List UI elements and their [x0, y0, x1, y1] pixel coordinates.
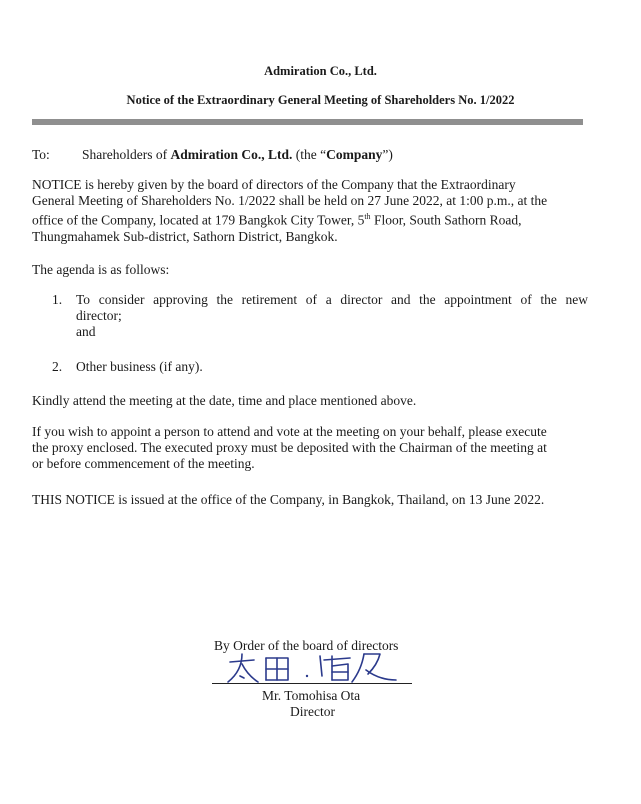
notice-line-2: General Meeting of Shareholders No. 1/2022 shall be held on 27 June 2022, at 1:00 p.m., at the	[32, 193, 548, 208]
notice-paragraph	[32, 177, 592, 245]
agenda-intro: The agenda is as follows:	[32, 262, 170, 277]
agenda-item-2: Other business (if any).	[76, 359, 203, 374]
agenda-item-2-number: 2.	[52, 359, 63, 374]
handwritten-signature	[224, 650, 424, 686]
proxy-paragraph	[32, 424, 592, 472]
proxy-line-2: the proxy enclosed. The executed proxy must be deposited with the Chairman of the meeting at	[32, 440, 547, 455]
issued-paragraph: THIS NOTICE is issued at the office of the Company, in Bangkok, Thailand, on 13 June 2022.	[32, 492, 545, 507]
ordinal-suffix: th	[364, 212, 371, 221]
signature-by-order: By Order of the board of directors	[214, 638, 399, 653]
agenda-item-1-line-3: and	[76, 324, 96, 339]
addressee-company: Admiration Co., Ltd.	[170, 147, 293, 162]
notice-line-3b: Floor, South Sathorn Road,	[370, 212, 522, 228]
company-name: Admiration Co., Ltd.	[264, 64, 377, 78]
notice-line-3	[32, 209, 592, 229]
notice-line-3a: office of the Company, located at 179 Bangkok City Tower, 5	[32, 212, 365, 228]
notice-line-1: NOTICE is hereby given by the board of directors of the Company that the Extraordinary	[32, 177, 516, 192]
agenda-item-1-number: 1.	[52, 292, 63, 307]
addressee-defined-term: Company	[326, 147, 383, 162]
header-divider	[32, 119, 583, 125]
agenda-item-1-line-1: To consider approving the retirement of a director and the appointment of the new	[76, 292, 588, 307]
signatory-title: Director	[290, 704, 335, 719]
proxy-line-1: If you wish to appoint a person to attend and vote at the meeting on your behalf, please execute	[32, 424, 547, 439]
addressee-suffix: ”)	[382, 147, 393, 162]
agenda-item-1	[76, 292, 588, 340]
attend-paragraph: Kindly attend the meeting at the date, time and place mentioned above.	[32, 393, 417, 408]
notice-title: Notice of the Extraordinary General Meeting of Shareholders No. 1/2022	[126, 93, 515, 107]
agenda-item-1-line-2: director;	[76, 308, 122, 323]
addressee-prefix: Shareholders of	[82, 147, 171, 162]
addressee-line	[82, 147, 393, 163]
signatory-name: Mr. Tomohisa Ota	[262, 688, 361, 703]
proxy-line-3: or before commencement of the meeting.	[32, 456, 255, 471]
signature-line	[212, 683, 412, 684]
addressee-label: To:	[32, 147, 50, 162]
addressee-middle: (the “	[292, 147, 327, 162]
notice-line-4: Thungmahamek Sub-district, Sathorn District, Bangkok.	[32, 228, 338, 244]
